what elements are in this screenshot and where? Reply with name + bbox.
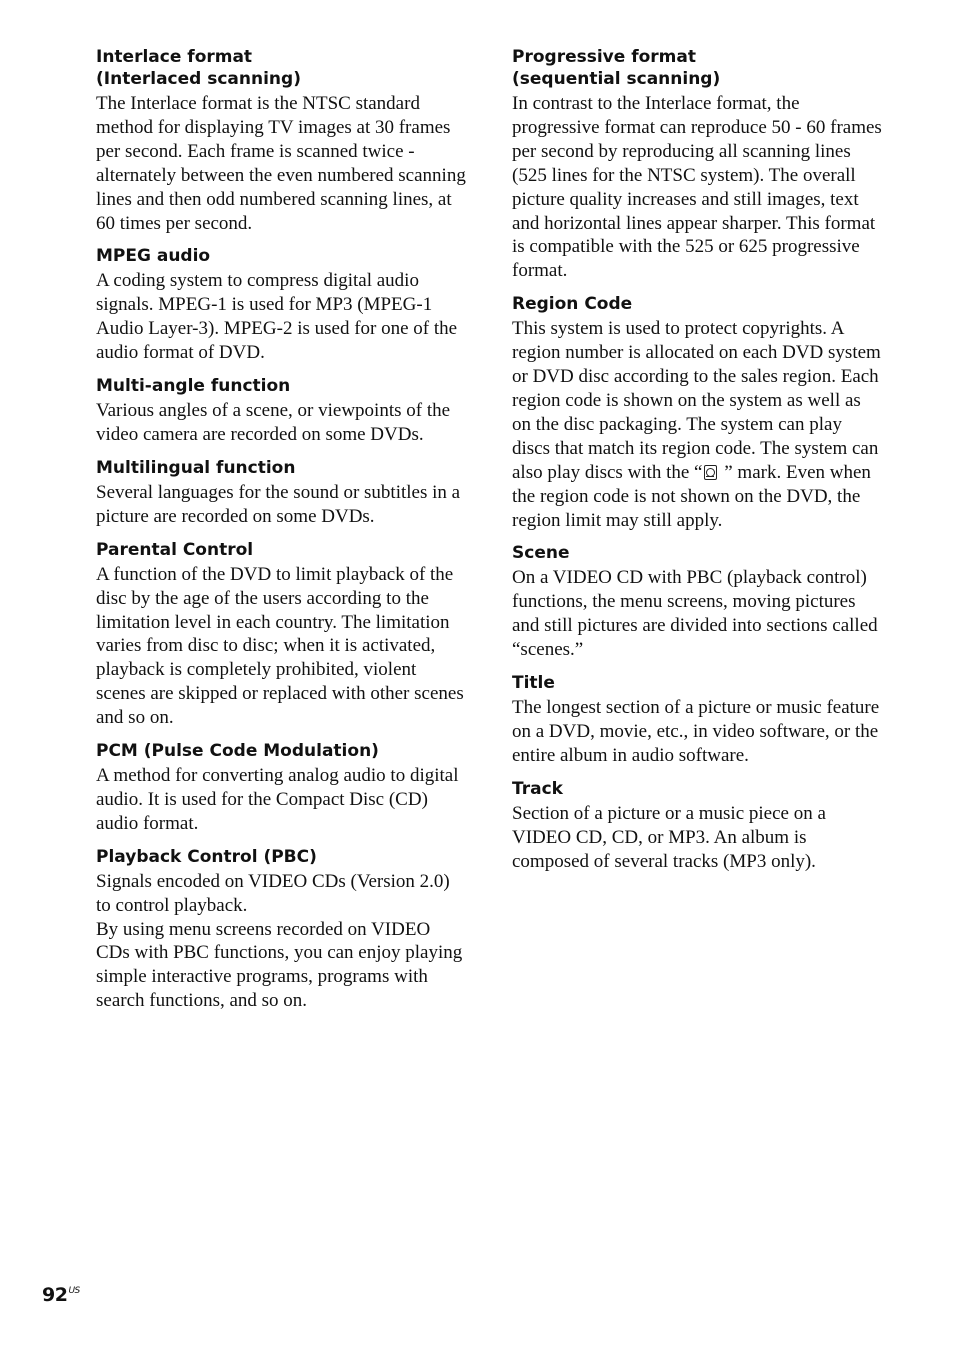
definition-paragraph: In contrast to the Interlace format, the progressive format can reproduce 50 - 60 frames per second by reproducing all scanning lines (525 lines for the NTSC system). The overall picture quality increases and still images, text and horizontal lines appear sharper. This format is compatible with the 525 or 625 progressive format. — [512, 93, 882, 282]
term-definition — [512, 317, 884, 532]
glossary-entry-pcm — [96, 738, 468, 836]
glossary-entry-region-code — [512, 291, 884, 532]
glossary-entry-track — [512, 776, 884, 874]
term-heading — [512, 291, 884, 315]
definition-paragraph: A function of the DVD to limit playback of the disc by the age of the users according to the limitation level in each country. The limitation varies from disc to disc; when it is activated, playback is completely prohibited, violent scenes are skipped or replaced with other scenes and so on. — [96, 563, 464, 729]
definition-paragraph: On a VIDEO CD with PBC (playback control) functions, the menu screens, moving pictures and still pictures are divided into sections called “scenes.” — [512, 567, 878, 661]
definition-paragraph: The longest section of a picture or music feature on a DVD, movie, etc., in video software, or the entire album in audio software. — [512, 697, 880, 766]
term-heading — [512, 776, 884, 800]
term-heading — [96, 44, 468, 90]
definition-paragraph: By using menu screens recorded on VIDEO CDs with PBC functions, you can enjoy playing simple interactive programs, programs with search functions, and so on. — [96, 918, 463, 1012]
term-definition — [96, 269, 468, 365]
term-definition — [512, 92, 884, 283]
right-column — [512, 44, 884, 881]
term-heading — [96, 455, 468, 479]
glossary-entry-playback-control — [96, 844, 468, 1013]
glossary-entry-scene — [512, 540, 884, 662]
definition-paragraph: A method for converting analog audio to digital audio. It is used for the Compact Disc (CD) audio format. — [96, 765, 459, 834]
term-definition — [512, 566, 884, 662]
page-number — [42, 1284, 80, 1306]
glossary-entry-multilingual-function — [96, 455, 468, 529]
glossary-entry-title — [512, 670, 884, 768]
page-number-suffix: US — [68, 1286, 80, 1296]
term-definition — [96, 399, 468, 447]
term-heading-line: Multilingual function — [96, 457, 296, 478]
term-heading-line: PCM (Pulse Code Modulation) — [96, 741, 379, 762]
term-definition — [512, 696, 884, 768]
term-heading-line: (Interlaced scanning) — [96, 69, 301, 89]
term-heading — [96, 243, 468, 267]
term-heading-line: Scene — [512, 543, 570, 564]
definition-paragraph: Several languages for the sound or subtitles in a picture are recorded on some DVDs. — [96, 481, 461, 527]
term-heading-line: Multi-angle function — [96, 376, 291, 397]
term-heading-line: Track — [512, 778, 563, 799]
term-definition — [96, 481, 468, 529]
term-definition — [512, 802, 884, 874]
term-heading-line: Playback Control (PBC) — [96, 846, 317, 867]
definition-text: This system is used to protect copyrights. A region number is allocated on each DVD system or DVD disc according to the sales region. Each region code is shown on the system as well as on the disc packaging. The system can play discs that match its region code. The system can also play discs with the “ — [512, 318, 881, 483]
definition-paragraph: Various angles of a scene, or viewpoints of the video camera are recorded on some DVDs. — [96, 400, 451, 445]
glossary-entry-progressive-format — [512, 44, 884, 283]
term-heading-line: Region Code — [512, 294, 633, 315]
term-heading — [96, 844, 468, 868]
term-heading-line: (sequential scanning) — [512, 69, 721, 89]
term-definition — [96, 92, 468, 235]
glossary-entry-parental-control — [96, 537, 468, 730]
region-all-icon — [704, 465, 717, 480]
left-column — [96, 44, 468, 1021]
term-definition — [96, 764, 468, 836]
term-heading-line: Progressive format — [512, 47, 696, 67]
term-heading — [512, 670, 884, 694]
term-heading — [96, 738, 468, 762]
term-heading — [512, 540, 884, 564]
glossary-entry-interlace-format — [96, 44, 468, 235]
glossary-entry-mpeg-audio — [96, 243, 468, 365]
definition-paragraph: Section of a picture or a music piece on a VIDEO CD, CD, or MP3. An album is composed of several tracks (MP3 only). — [512, 802, 826, 872]
term-heading-line: Interlace format — [96, 47, 253, 67]
term-heading — [96, 537, 468, 561]
glossary-entry-multi-angle-function — [96, 373, 468, 447]
term-definition — [96, 870, 468, 1013]
definition-text: ” mark. Even when the region code is not shown on the DVD, the region limit may still apply. — [512, 461, 871, 531]
definition-paragraph: A coding system to compress digital audio signals. MPEG-1 is used for MP3 (MPEG-1 Audio Layer-3). MPEG-2 is used for one of the audio format of DVD. — [96, 270, 458, 364]
term-heading-line: Parental Control — [96, 539, 254, 560]
term-definition — [96, 563, 468, 730]
term-heading-line: MPEG audio — [96, 246, 211, 267]
term-heading — [96, 373, 468, 397]
term-heading — [512, 44, 884, 90]
definition-paragraph: Signals encoded on VIDEO CDs (Version 2.0) to control playback. — [96, 870, 450, 916]
page-number-value: 92 — [42, 1284, 68, 1306]
definition-paragraph — [512, 317, 884, 532]
definition-paragraph: The Interlace format is the NTSC standard method for displaying TV images at 30 frames per second. Each frame is scanned twice - alternately between the even numbered scanning lines and then odd numbered scanning lines, at 60 times per second. — [96, 93, 466, 234]
term-heading-line: Title — [512, 673, 555, 694]
